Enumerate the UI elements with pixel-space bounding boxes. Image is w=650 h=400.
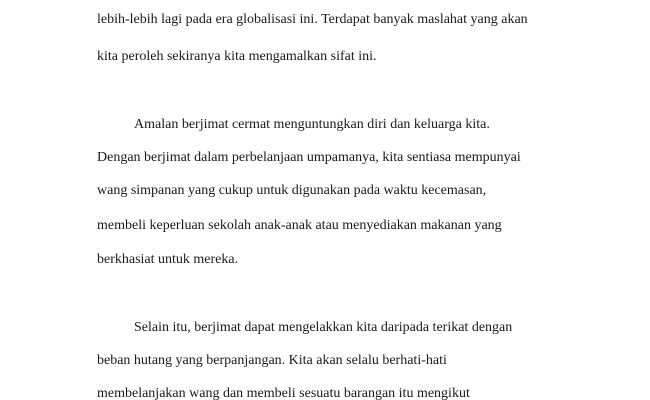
text-line: lebih-lebih lagi pada era globalisasi ini. Terdapat banyak maslahat yang akan [97, 12, 528, 27]
text-line: membelanjakan wang dan membeli sesuatu barangan itu mengikut [97, 386, 470, 400]
text-line: Dengan berjimat dalam perbelanjaan umpamanya, kita sentiasa mempunyai [97, 150, 521, 165]
text-line: kita peroleh sekiranya kita mengamalkan sifat ini. [97, 49, 377, 64]
text-line: Amalan berjimat cermat menguntungkan diri dan keluarga kita. [134, 117, 490, 132]
text-line: beban hutang yang berpanjangan. Kita akan selalu berhati-hati [97, 353, 447, 368]
text-line: membeli keperluan sekolah anak-anak atau menyediakan makanan yang [97, 218, 502, 233]
text-line: Selain itu, berjimat dapat mengelakkan kita daripada terikat dengan [134, 320, 513, 335]
text-line: berkhasiat untuk mereka. [97, 252, 239, 267]
text-line: wang simpanan yang cukup untuk digunakan pada waktu kecemasan, [97, 183, 487, 198]
